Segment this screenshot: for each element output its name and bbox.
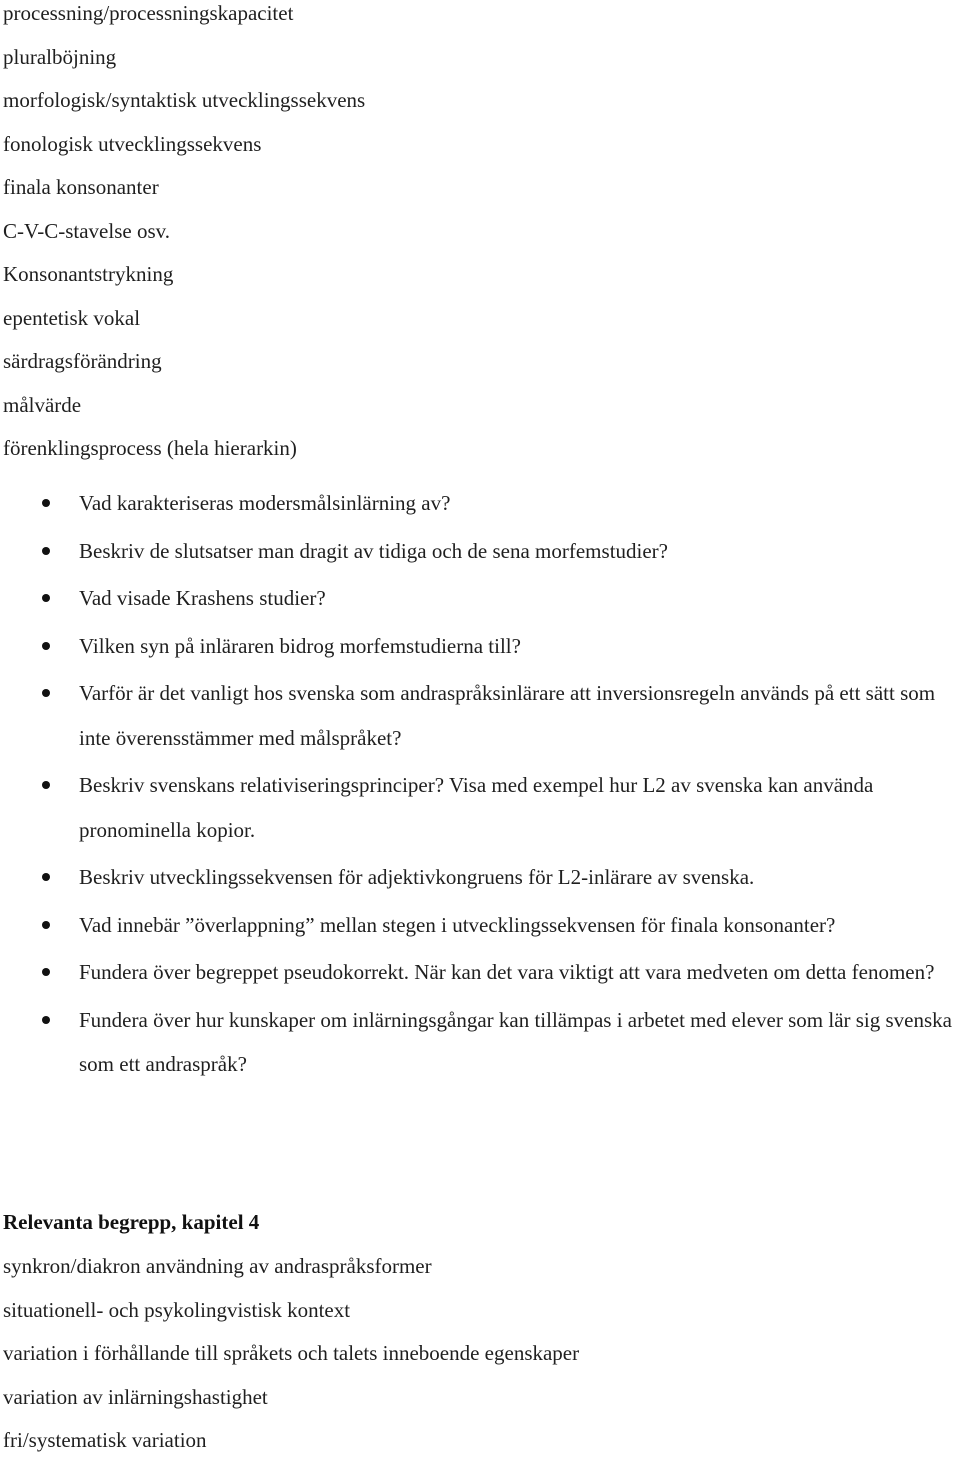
question-text: Vad karakteriseras modersmålsinlärning av? <box>79 491 451 515</box>
term-item: morfologisk/syntaktisk utvecklingssekvens <box>3 88 366 112</box>
bullet-icon <box>42 547 50 555</box>
concept-list <box>3 1253 579 1471</box>
term-item: epentetisk vokal <box>3 305 141 330</box>
bullet-icon <box>42 968 50 976</box>
question-text: Vad visade Krashens studier? <box>79 586 326 610</box>
bullet-icon <box>42 642 50 650</box>
bullet-icon <box>42 781 50 789</box>
bullet-icon <box>42 921 50 929</box>
question-text: Beskriv utvecklingssekvensen för adjektivkongruens för L2-inlärare av svenska. <box>79 865 755 889</box>
term-item: särdragsförändring <box>3 349 162 373</box>
question-item <box>0 763 960 852</box>
question-text: Vad innebär ”överlappning” mellan stegen i utvecklingssekvensen för finala konsonanter? <box>79 912 836 937</box>
section-heading: Relevanta begrepp, kapitel 4 <box>3 1210 260 1234</box>
question-text: Fundera över hur kunskaper om inlärningsgångar kan tillämpas i arbetet med elever som lär sig svenska som ett andraspråk? <box>79 1007 952 1076</box>
question-item <box>0 855 960 900</box>
term-list <box>3 0 365 479</box>
question-item <box>0 903 960 948</box>
question-item <box>0 529 960 574</box>
question-text: Beskriv de slutsatser man dragit av tidiga och de sena morfemstudier? <box>79 538 668 563</box>
concept-item: situationell- och psykolingvistisk kontext <box>3 1297 351 1322</box>
concept-item: variation av inlärningshastighet <box>3 1384 268 1409</box>
bullet-icon <box>42 689 50 697</box>
question-item <box>0 481 960 526</box>
bullet-icon <box>42 499 50 507</box>
term-item: målvärde <box>3 392 82 417</box>
bullet-icon <box>42 594 50 602</box>
question-list <box>0 481 960 1090</box>
bullet-icon <box>42 873 50 881</box>
question-item <box>0 576 960 621</box>
question-item <box>0 671 960 760</box>
question-item <box>0 998 960 1087</box>
concept-item: synkron/diakron användning av andraspråksformer <box>3 1254 432 1278</box>
question-text: Beskriv svenskans relativiseringsprinciper? Visa med exempel hur L2 av svenska kan använda pronominella kopior. <box>79 773 874 842</box>
term-item: C-V-C-stavelse osv. <box>3 218 171 243</box>
term-item: processning/processningskapacitet <box>3 1 294 25</box>
term-item: förenklingsprocess (hela hierarkin) <box>3 436 297 460</box>
question-text: Varför är det vanligt hos svenska som andraspråksinlärare att inversionsregeln används på ett sätt som inte överensstämmer med målspråket? <box>79 681 936 750</box>
question-item <box>0 950 960 995</box>
concept-item: fri/systematisk variation <box>3 1428 207 1453</box>
term-item: finala konsonanter <box>3 175 159 199</box>
term-item: Konsonantstrykning <box>3 262 174 286</box>
question-item <box>0 624 960 669</box>
concept-item: variation i förhållande till språkets och talets inneboende egenskaper <box>3 1341 580 1366</box>
question-text: Fundera över begreppet pseudokorrekt. När kan det vara viktigt att vara medveten om detta fenomen? <box>79 960 935 984</box>
question-text: Vilken syn på inläraren bidrog morfemstudierna till? <box>79 633 521 658</box>
term-item: pluralböjning <box>3 44 117 69</box>
term-item: fonologisk utvecklingssekvens <box>3 131 262 156</box>
bullet-icon <box>42 1016 50 1024</box>
